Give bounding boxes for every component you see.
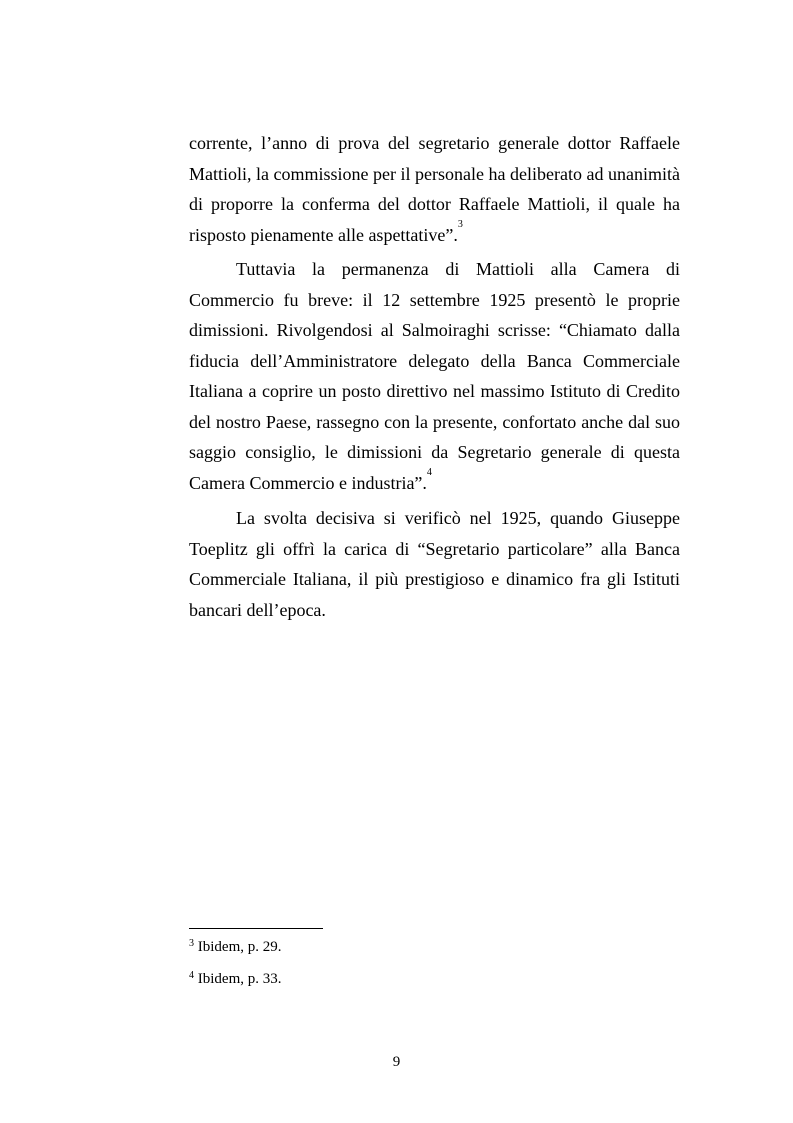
footnote [189, 971, 282, 988]
footnote [189, 939, 282, 956]
footnote-ref: 4 [426, 466, 432, 478]
paragraph: La svolta decisiva si verificò nel 1925, quando Giuseppe Toeplitz gli offrì la carica di “Segretario particolare” alla Banca Commerciale Italiana, il più prestigioso e dinamico fra gli Istituti bancari dell’epoca. [189, 508, 680, 620]
paragraph [189, 128, 680, 250]
footnote-separator [189, 928, 323, 929]
footnote-text: Ibidem, p. 29. [197, 939, 282, 955]
footnote-text: Ibidem, p. 33. [197, 971, 282, 987]
page-number: 9 [392, 1054, 401, 1070]
paragraph-text: corrente, l’anno di prova del segretario generale dottor Raffaele Mattioli, la commissione per il personale ha deliberato ad unanimità di proporre la conferma del dottor Raffaele Mattioli, il quale ha risposto pienamente alle aspettative”. [189, 133, 680, 245]
footnote-number: 4 [189, 970, 194, 981]
footnote-number: 3 [189, 938, 194, 949]
paragraph [189, 254, 680, 498]
footnote-ref: 3 [457, 218, 463, 230]
paragraph-text: Tuttavia la permanenza di Mattioli alla Camera di Commercio fu breve: il 12 settembre 1925 presentò le proprie dimissioni. Rivolgendosi al Salmoiraghi scrisse: “Chiamato dalla fiducia dell’Amministratore delegato della Banca Commerciale Italiana a coprire un posto direttivo nel massimo Istituto di Credito del nostro Paese, rassegno con la presente, confortato anche dal suo saggio consiglio, le dimissioni da Segretario generale di questa Camera Commercio e industria”. [189, 259, 680, 493]
